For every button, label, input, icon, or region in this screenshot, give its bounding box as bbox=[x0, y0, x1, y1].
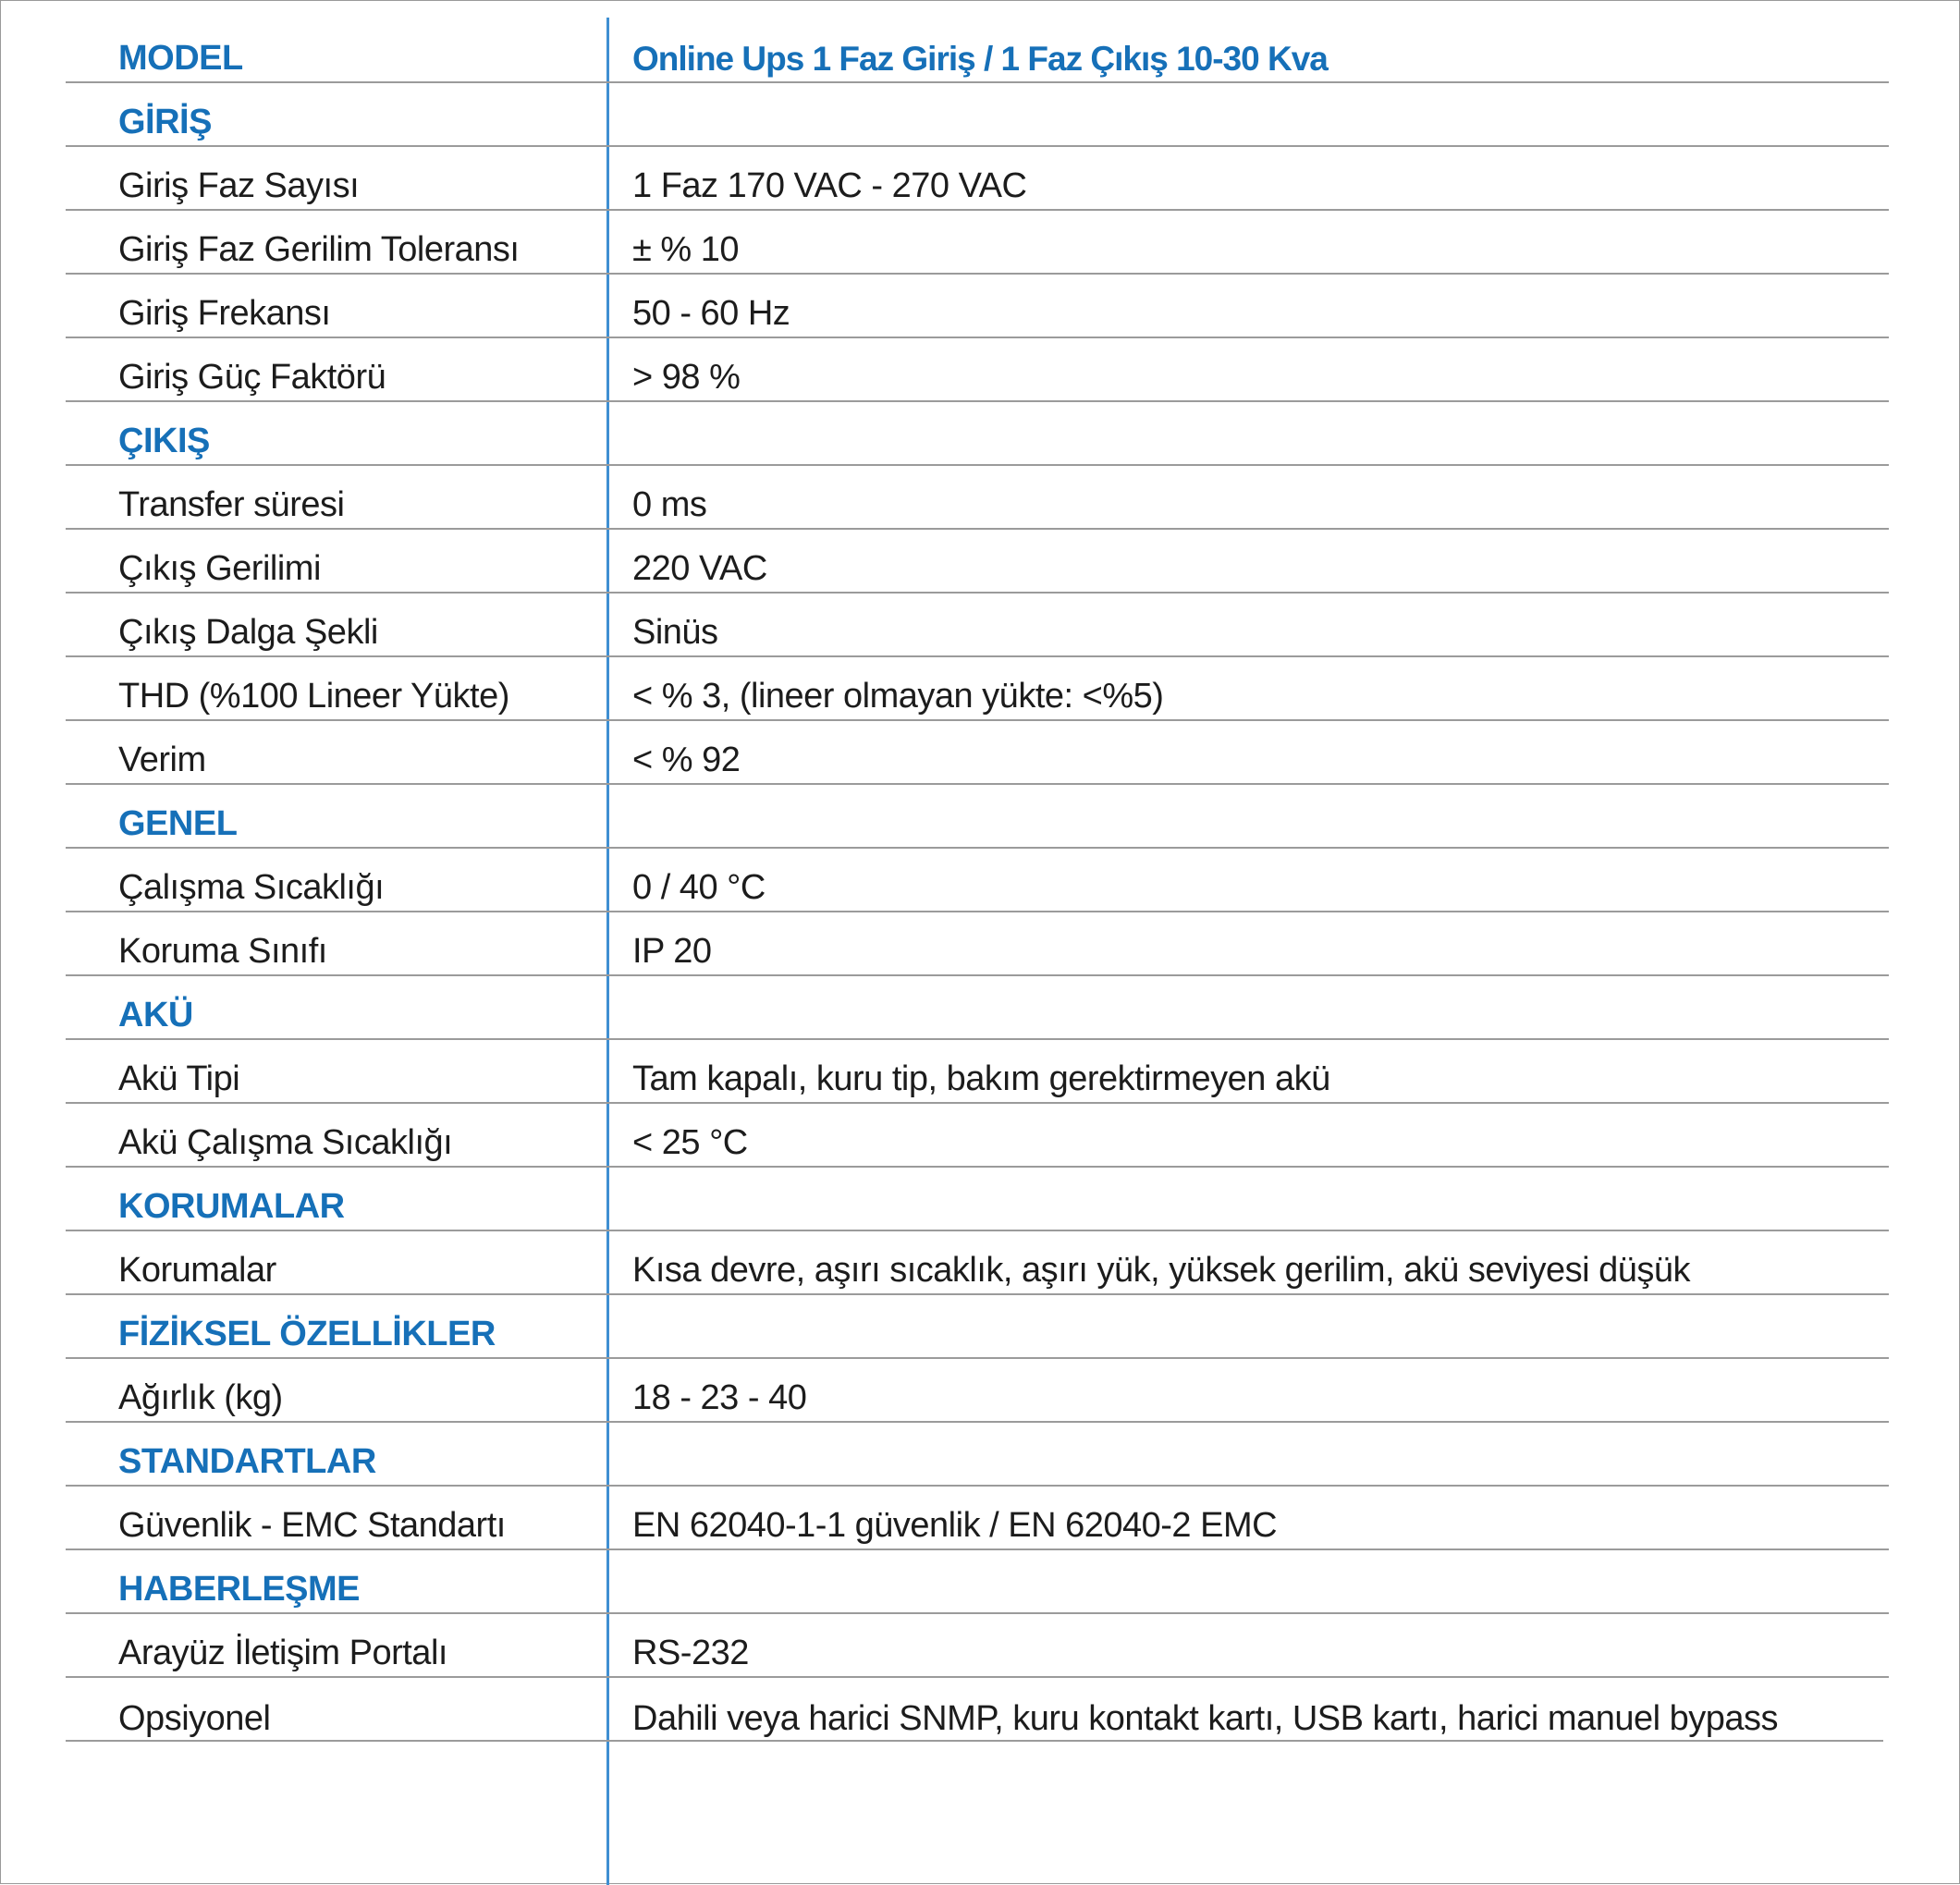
spec-value: ± % 10 bbox=[632, 230, 740, 269]
spec-value: 0 / 40 °C bbox=[632, 868, 766, 907]
spec-label: Giriş Frekansı bbox=[118, 294, 331, 333]
section-title: STANDARTLAR bbox=[118, 1442, 376, 1481]
spec-label: Giriş Faz Sayısı bbox=[118, 166, 360, 205]
spec-label: Opsiyonel bbox=[118, 1699, 271, 1738]
spec-label: Transfer süresi bbox=[118, 485, 345, 524]
section-title: KORUMALAR bbox=[118, 1187, 345, 1226]
spec-value: < % 92 bbox=[632, 741, 741, 779]
spec-value: EN 62040-1-1 güvenlik / EN 62040-2 EMC bbox=[632, 1506, 1278, 1545]
spec-row bbox=[66, 594, 1889, 657]
spec-value: < 25 °C bbox=[632, 1123, 748, 1162]
section-heading bbox=[66, 976, 1889, 1040]
section-heading bbox=[66, 1550, 1889, 1614]
spec-value: Sinüs bbox=[632, 613, 718, 652]
section-heading bbox=[66, 785, 1889, 849]
spec-value: IP 20 bbox=[632, 932, 712, 971]
spec-label: Akü Çalışma Sıcaklığı bbox=[118, 1123, 453, 1162]
spec-value: 220 VAC bbox=[632, 549, 767, 588]
spec-row bbox=[66, 1487, 1889, 1550]
section-title: GENEL bbox=[118, 804, 238, 843]
spec-value: Kısa devre, aşırı sıcaklık, aşırı yük, yüksek gerilim, akü seviyesi düşük bbox=[632, 1251, 1691, 1290]
spec-value: < % 3, (lineer olmayan yükte: <%5) bbox=[632, 677, 1164, 716]
spec-label: Arayüz İletişim Portalı bbox=[118, 1634, 447, 1672]
section-title: GİRİŞ bbox=[118, 103, 212, 141]
section-title: ÇIKIŞ bbox=[118, 422, 210, 460]
spec-row bbox=[66, 338, 1889, 402]
spec-row bbox=[66, 1040, 1889, 1104]
model-row bbox=[66, 18, 1889, 83]
model-value-cell bbox=[632, 42, 1328, 76]
spec-value: Tam kapalı, kuru tip, bakım gerektirmeyen akü bbox=[632, 1059, 1330, 1098]
spec-value: 1 Faz 170 VAC - 270 VAC bbox=[632, 166, 1027, 205]
section-heading bbox=[66, 1168, 1889, 1231]
spec-row bbox=[66, 1104, 1889, 1168]
model-label: MODEL bbox=[118, 39, 243, 78]
spec-row bbox=[66, 721, 1889, 785]
spec-label: Verim bbox=[118, 741, 206, 779]
section-heading bbox=[66, 83, 1889, 147]
spec-row bbox=[66, 1231, 1889, 1295]
section-title: HABERLEŞME bbox=[118, 1570, 361, 1609]
spec-row bbox=[66, 275, 1889, 338]
spec-row bbox=[66, 211, 1889, 275]
spec-label: Çıkış Gerilimi bbox=[118, 549, 321, 588]
spec-label: Giriş Güç Faktörü bbox=[118, 358, 386, 397]
spec-value: Dahili veya harici SNMP, kuru kontakt kartı, USB kartı, harici manuel bypass bbox=[632, 1699, 1779, 1738]
spec-label: Koruma Sınıfı bbox=[118, 932, 327, 971]
spec-label: Çıkış Dalga Şekli bbox=[118, 613, 378, 652]
spec-label: Çalışma Sıcaklığı bbox=[118, 868, 385, 907]
spec-value: 50 - 60 Hz bbox=[632, 294, 790, 333]
section-heading bbox=[66, 402, 1889, 466]
section-title: AKÜ bbox=[118, 996, 193, 1034]
spec-label: Güvenlik - EMC Standartı bbox=[118, 1506, 506, 1545]
model-value: Online Ups 1 Faz Giriş / 1 Faz Çıkış 10-30 Kva bbox=[632, 40, 1328, 78]
section-heading bbox=[66, 1423, 1889, 1487]
spec-row bbox=[66, 530, 1889, 594]
section-heading bbox=[66, 1295, 1889, 1359]
model-label-cell bbox=[118, 41, 243, 76]
spec-label: THD (%100 Lineer Yükte) bbox=[118, 677, 509, 716]
spec-row bbox=[66, 1614, 1889, 1678]
spec-row bbox=[66, 1678, 1889, 1742]
spec-label: Giriş Faz Gerilim Toleransı bbox=[118, 230, 520, 269]
spec-label: Korumalar bbox=[118, 1251, 276, 1290]
spec-value: RS-232 bbox=[632, 1634, 749, 1672]
spec-row bbox=[66, 466, 1889, 530]
spec-row bbox=[66, 657, 1889, 721]
spec-row bbox=[66, 849, 1889, 912]
section-title: FİZİKSEL ÖZELLİKLER bbox=[118, 1315, 496, 1353]
spec-table bbox=[66, 18, 1889, 1742]
spec-row bbox=[66, 912, 1889, 976]
spec-label: Akü Tipi bbox=[118, 1059, 240, 1098]
spec-value: 18 - 23 - 40 bbox=[632, 1378, 807, 1417]
spec-row bbox=[66, 147, 1889, 211]
spec-value: > 98 % bbox=[632, 358, 741, 397]
spec-value: 0 ms bbox=[632, 485, 707, 524]
spec-label: Ağırlık (kg) bbox=[118, 1378, 283, 1417]
spec-row bbox=[66, 1359, 1889, 1423]
